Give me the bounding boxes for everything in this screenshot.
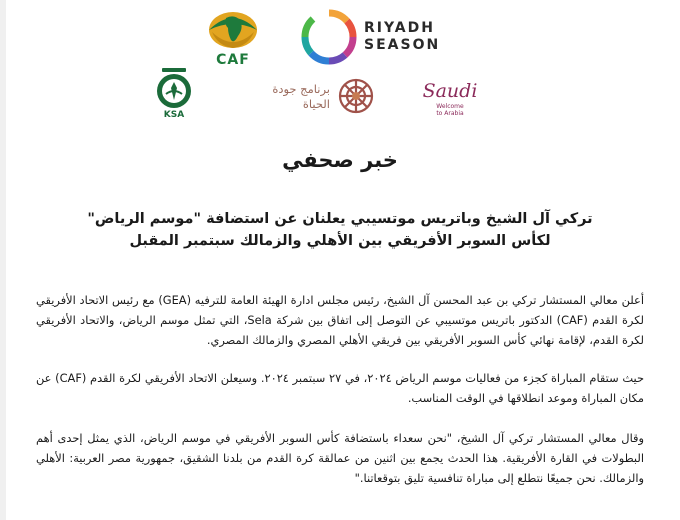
- quality-of-life-line2: الحياة: [302, 97, 330, 111]
- quality-of-life-line1: برنامج جودة: [272, 82, 330, 96]
- saudi-tourism-logo: [418, 78, 482, 118]
- riyadh-season-line1: RIYADH: [364, 20, 435, 36]
- caf-logo: [198, 8, 268, 70]
- caf-logo-text: CAF: [216, 52, 250, 68]
- page-title: خبر صحفي: [282, 148, 398, 172]
- paragraph-announcement: أعلن معالي المستشار تركي بن عبد المحسن آل الشيخ، رئيس مجلس ادارة الهيئة العامة للترفيه (GEA) مع رئيس الاتحاد الأفريقي لكرة القدم (CAF) الدكتور باتريس موتسيبي عن التوصل إلى اتفاق بين شركة Sela، التي تمثل موسم الرياض، والاتحاد الأفريقي لكرة القدم، لإقامة نهائي كأس السوبر الأفريقي بين فريقي الأهلي المصري والزمالك المصري.: [36, 293, 644, 347]
- ksa-logo: [152, 66, 196, 122]
- riyadh-season-ring-logo-icon: [300, 8, 358, 66]
- saudi-tagline-line2: to Arabia: [436, 110, 464, 117]
- saudi-wordmark: Saudi: [422, 80, 478, 102]
- headline-line2: لكأس السوبر الأفريقي بين الأهلي والزمالك سبتمبر المقبل: [129, 233, 551, 249]
- riyadh-season-logo: [300, 8, 450, 66]
- headline: [60, 208, 620, 252]
- quality-of-life-emblem-icon: [336, 76, 376, 116]
- ksa-logo-text: KSA: [163, 110, 185, 120]
- saudi-tagline: [418, 103, 482, 117]
- quality-of-life-logo: [258, 74, 378, 118]
- quality-of-life-wordmark: [258, 82, 330, 112]
- paragraph-match-date: حيث ستقام المباراة كجزء من فعاليات موسم الرياض ٢٠٢٤، في ٢٧ سبتمبر ٢٠٢٤. وسيعلن الاتحاد الأفريقي لكرة القدم (CAF) عن مكان المباراة وموعد انطلاقها في الوقت المناسب.: [36, 371, 645, 405]
- paragraph-quote: وقال معالي المستشار تركي آل الشيخ، "نحن سعداء باستضافة كأس السوبر الأفريقي في موسم الرياض، الذي يمثل إحدى أهم البطولات في القارة الأفريقية. هذا الحدث يجمع بين اثنين من عمالقة كرة القدم من بلدنا الشقيق، جمهورية مصر العربية: الأهلي والزمالك. نحن جميعًا نتطلع إلى مباراة تنافسية تليق بتوقعاتنا.": [36, 431, 644, 485]
- riyadh-season-line2: SEASON: [364, 37, 441, 53]
- saudi-federation-crest-icon: [152, 66, 196, 112]
- page-edge: [0, 0, 6, 520]
- headline-line1: تركي آل الشيخ وباتريس موتسيبي يعلنان عن استضافة "موسم الرياض": [87, 211, 593, 227]
- saudi-tagline-line1: Welcome: [436, 103, 464, 110]
- riyadh-season-wordmark: [364, 20, 440, 54]
